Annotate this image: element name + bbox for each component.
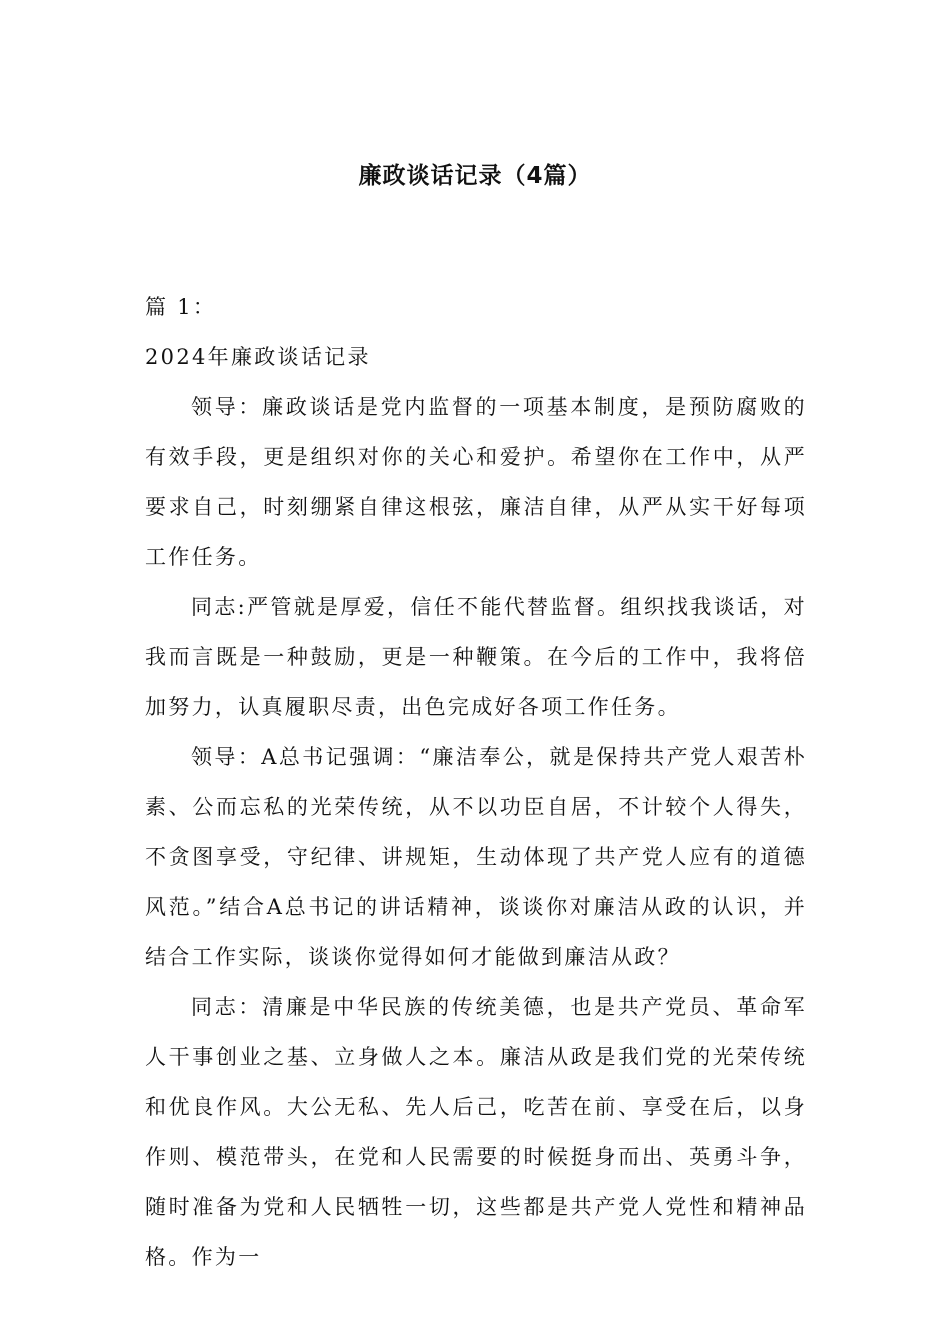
paragraph-1: 领导：廉政谈话是党内监督的一项基本制度，是预防腐败的有效手段，更是组织对你的关心和爱护。希望你在工作中，从严要求自己，时刻绷紧自律这根弦，廉洁自律，从严从实干好每项工作任务。 xyxy=(145,395,807,569)
document-subtitle: 2024年廉政谈话记录 xyxy=(145,345,371,369)
paragraph-3: 领导：A总书记强调：“廉洁奉公，就是保持共产党人艰苦朴素、公而忘私的光荣传统，从不以功臣自居，不计较个人得失，不贪图享受，守纪律、讲规矩，生动体现了共产党人应有的道德风范。”结合A总书记的讲话精神，谈谈你对廉洁从政的认识，并结合工作实际，谈谈你觉得如何才能做到廉洁从政？ xyxy=(145,745,807,969)
section-label: 篇 1： xyxy=(145,295,217,319)
paragraph-2: 同志:严管就是厚爱，信任不能代替监督。组织找我谈话，对我而言既是一种鼓励，更是一种鞭策。在今后的工作中，我将倍加努力，认真履职尽责，出色完成好各项工作任务。 xyxy=(145,595,807,719)
document-body xyxy=(145,282,807,1282)
paragraph-4: 同志：清廉是中华民族的传统美德，也是共产党员、革命军人干事创业之基、立身做人之本。廉洁从政是我们党的光荣传统和优良作风。大公无私、先人后己，吃苦在前、享受在后，以身作则、模范带头，在党和人民需要的时候挺身而出、英勇斗争，随时准备为党和人民牺牲一切，这些都是共产党人党性和精神品格。作为一 xyxy=(145,995,807,1269)
document-title: 廉政谈话记录（4篇） xyxy=(358,163,592,189)
